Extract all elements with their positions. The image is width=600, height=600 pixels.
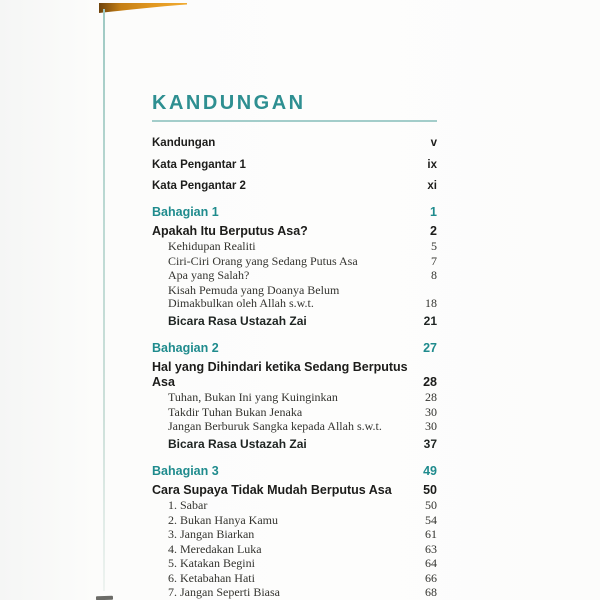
toc-chapter-row-label: Cara Supaya Tidak Mudah Berputus Asa (152, 483, 392, 497)
page-curl-orange (99, 0, 187, 10)
toc-front-row (152, 180, 437, 193)
toc-chapter-row-label: Apakah Itu Berputus Asa? (152, 224, 308, 238)
toc-sub-row (152, 557, 437, 571)
page-corner-mark (96, 596, 113, 600)
toc-sub-row-label: 3. Jangan Biarkan (168, 527, 255, 541)
toc-sub-row-page-number: 64 (425, 556, 437, 570)
toc-sub-row-label: Takdir Tuhan Bukan Jenaka (168, 404, 303, 419)
toc-sub-row-label: Apa yang Salah? (168, 268, 250, 282)
toc-sub-row-page-number: 68 (425, 585, 437, 599)
toc-sub-row-label: Tuhan, Bukan Ini yang Kuinginkan (168, 390, 338, 404)
toc-sub-row-label: 5. Katakan Begini (168, 556, 255, 570)
toc-part-row-page-number: 27 (423, 341, 437, 355)
toc-sub-row (152, 420, 437, 434)
toc-footer-row-label: Bicara Rasa Ustazah Zai (168, 437, 307, 451)
toc-sub-row-page-number: 50 (425, 498, 437, 512)
toc-sub-row (152, 586, 437, 600)
toc-sub-row-page-number: 54 (425, 512, 437, 527)
toc-chapter-row-page-number: 50 (423, 483, 437, 497)
toc-sub-row (152, 240, 437, 254)
toc-chapter-row-page-number: 28 (423, 375, 437, 389)
table-of-contents (152, 137, 437, 600)
toc-sub-row-label: Jangan Berburuk Sangka kepada Allah s.w.t. (168, 419, 382, 433)
toc-footer-row-label: Bicara Rasa Ustazah Zai (168, 314, 307, 328)
toc-sub-row (152, 499, 437, 513)
toc-footer-row (152, 314, 437, 329)
toc-part-row-page-number: 1 (430, 205, 437, 219)
toc-sub-row-label: Kehidupan Realiti (168, 239, 256, 253)
toc-chapter-row (152, 360, 437, 390)
toc-sub-row (152, 572, 437, 586)
toc-sub-row-page-number: 28 (425, 390, 437, 404)
toc-sub-row-label: 6. Ketabahan Hati (168, 570, 255, 585)
toc-sub-row (152, 406, 437, 420)
toc-chapter-row (152, 483, 437, 498)
toc-sub-row-page-number: 30 (425, 419, 437, 433)
toc-sub-row (152, 255, 437, 269)
toc-sub-row-page-number: 66 (425, 570, 437, 585)
toc-front-row-page-number: xi (427, 180, 437, 192)
toc-part-row-label: Bahagian 3 (152, 464, 219, 478)
toc-sub-row-page-number: 8 (431, 268, 437, 282)
toc-sub-row-page-number: 30 (425, 404, 437, 419)
toc-chapter-row (152, 224, 437, 239)
toc-sub-row-label: 7. Jangan Seperti Biasa (168, 585, 280, 599)
toc-part-row (152, 341, 437, 356)
toc-sub-row (152, 391, 437, 405)
toc-front-row (152, 159, 437, 172)
toc-front-row-label: Kandungan (152, 137, 216, 149)
toc-footer-row-page-number: 21 (423, 314, 437, 328)
toc-front-row-page-number: ix (427, 158, 437, 171)
page-title: KANDUNGAN (152, 92, 437, 122)
toc-footer-row (152, 437, 437, 452)
toc-sub-row (152, 514, 437, 528)
toc-part-row-page-number: 49 (423, 464, 437, 478)
toc-sub-row-page-number: 7 (431, 253, 437, 268)
toc-sub-row-page-number: 5 (431, 239, 437, 253)
toc-front-row-label: Kata Pengantar 2 (152, 180, 246, 192)
toc-part-row (152, 205, 437, 220)
toc-chapter-row-page-number: 2 (430, 224, 437, 238)
toc-sub-row-label: Ciri-Ciri Orang yang Sedang Putus Asa (168, 253, 358, 268)
toc-sub-row (152, 269, 437, 283)
toc-part-row-label: Bahagian 1 (152, 205, 219, 219)
toc-sub-row-page-number: 63 (425, 541, 437, 556)
toc-sub-row-label: 1. Sabar (168, 498, 208, 512)
toc-page-content (152, 92, 437, 600)
toc-part-row (152, 464, 437, 479)
page-edge-line (103, 9, 105, 591)
toc-sub-row (152, 543, 437, 557)
toc-sub-row-page-number: 18 (425, 296, 437, 310)
toc-front-row-page-number: v (430, 137, 437, 149)
toc-footer-row-page-number: 37 (423, 437, 437, 451)
toc-sub-row (152, 284, 437, 311)
toc-sub-row-label: Kisah Pemuda yang Doanya Belum Dimakbulkan oleh Allah s.w.t. (168, 282, 340, 310)
toc-sub-row-label: 2. Bukan Hanya Kamu (168, 512, 278, 527)
toc-part-row-label: Bahagian 2 (152, 341, 219, 355)
toc-sub-row (152, 528, 437, 542)
toc-sub-row-label: 4. Meredakan Luka (168, 541, 262, 556)
toc-front-row-label: Kata Pengantar 1 (152, 158, 246, 171)
toc-front-row (152, 137, 437, 150)
toc-chapter-row-label: Hal yang Dihindari ketika Sedang Berputus Asa (152, 360, 408, 389)
toc-sub-row-page-number: 61 (425, 527, 437, 541)
